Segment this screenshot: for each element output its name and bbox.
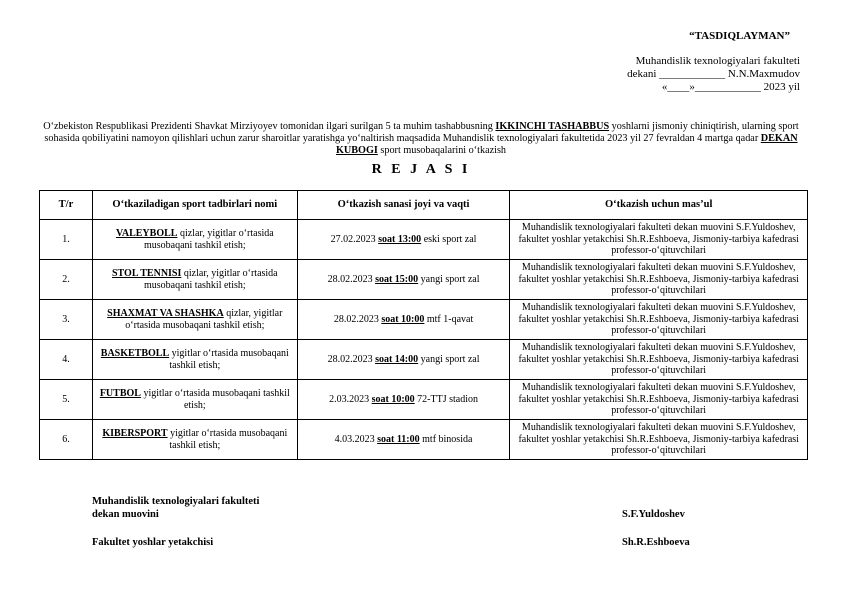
sport-name: STOL TENNISI [111, 267, 182, 279]
deputy-role-line2: dekan muovini [92, 509, 159, 520]
approval-faculty: Muhandislik texnologiyalari fakulteti [635, 55, 800, 67]
sport-name: VALEYBOLL [115, 227, 178, 239]
event-place: mtf 1-qavat [424, 313, 474, 325]
event-time: soat 10:00 [371, 393, 415, 405]
event-date: 28.02.2023 [327, 353, 376, 365]
row-date-place [297, 300, 510, 340]
event-place: 72-TTJ stadion [414, 393, 478, 405]
deputy-role [92, 495, 259, 521]
event-date: 28.02.2023 [327, 273, 376, 285]
header-number: T/r [40, 191, 93, 220]
intro-part2: yoshlarni jismoniy chiniqtirish, ularning sport sohasida qobiliyatini namoyon qilishlari uchun zarur sharoitlar yaratishga yo‘naltirish maqsadida Muhandislik texnologiyalari fakultetida 2023 yil 27 fevraldan 4 martga qadar [44, 121, 799, 144]
intro-highlight-cup: DEKAN KUBOGI [335, 133, 798, 156]
row-date-place [297, 420, 510, 460]
event-desc: yigitlar o‘rtasida musobaqani tashkil etish; [167, 427, 288, 451]
document-heading: R E J A S I [371, 162, 471, 177]
events-table [39, 190, 808, 460]
row-responsible: Muhandislik texnologiyalari fakulteti dekan muovini S.F.Yuldoshev, fakultet yoshlar yetakchisi Sh.R.Eshboeva, Jismoniy-tarbiya kafedrasi professor-o‘qituvchilari [510, 340, 808, 380]
row-number: 5. [40, 380, 93, 420]
event-desc: qizlar, yigitlar o‘rtasida musobaqani tashkil etish; [143, 267, 278, 291]
header-responsible: O‘tkazish uchun mas’ul [510, 191, 808, 220]
row-event [92, 340, 297, 380]
approval-title: “TASDIQLAYMAN” [689, 30, 790, 42]
table-row [40, 300, 808, 340]
row-event [92, 260, 297, 300]
table-header-row [40, 191, 808, 220]
row-date-place [297, 340, 510, 380]
intro-highlight-initiative: IKKINCHI TASHABBUS [495, 121, 610, 132]
intro-part3: sport musobaqalarini o‘tkazish [377, 145, 507, 156]
row-event [92, 300, 297, 340]
event-time: soat 14:00 [375, 353, 419, 365]
approval-date: «____»____________ 2023 yil [661, 81, 800, 93]
row-number: 6. [40, 420, 93, 460]
event-time: soat 11:00 [377, 433, 420, 445]
row-number: 2. [40, 260, 93, 300]
youth-leader-name: Sh.R.Eshboeva [622, 537, 690, 548]
row-event [92, 380, 297, 420]
intro-paragraph [40, 121, 802, 157]
table-row [40, 380, 808, 420]
row-responsible: Muhandislik texnologiyalari fakulteti dekan muovini S.F.Yuldoshev, fakultet yoshlar yetakchisi Sh.R.Eshboeva, Jismoniy-tarbiya kafedrasi professor-o‘qituvchilari [510, 380, 808, 420]
row-number: 3. [40, 300, 93, 340]
event-date: 4.03.2023 [334, 433, 378, 445]
row-responsible: Muhandislik texnologiyalari fakulteti dekan muovini S.F.Yuldoshev, fakultet yoshlar yetakchisi Sh.R.Eshboeva, Jismoniy-tarbiya kafedrasi professor-o‘qituvchilari [510, 300, 808, 340]
event-time: soat 13:00 [378, 233, 422, 245]
approval-dean: dekani ____________ N.N.Maxmudov [627, 68, 800, 80]
row-event [92, 420, 297, 460]
header-event-name: O‘tkaziladigan sport tadbirlari nomi [92, 191, 297, 220]
sport-name: BASKETBOLL [100, 347, 170, 359]
row-number: 4. [40, 340, 93, 380]
row-responsible: Muhandislik texnologiyalari fakulteti dekan muovini S.F.Yuldoshev, fakultet yoshlar yetakchisi Sh.R.Eshboeva, Jismoniy-tarbiya kafedrasi professor-o‘qituvchilari [510, 260, 808, 300]
intro-part1: O‘zbekiston Respublikasi Prezidenti Shavkat Mirziyoyev tomonidan ilgari surilgan 5 ta muhim tashabbusning [43, 121, 496, 132]
event-desc: yigitlar o‘rtasida musobaqani tashkil etish; [140, 387, 290, 411]
row-responsible: Muhandislik texnologiyalari fakulteti dekan muovini S.F.Yuldoshev, fakultet yoshlar yetakchisi Sh.R.Eshboeva, Jismoniy-tarbiya kafedrasi professor-o‘qituvchilari [510, 420, 808, 460]
event-place: yangi sport zal [418, 353, 480, 365]
sport-name: SHAXMAT VA SHASHKA [107, 307, 224, 319]
table-row [40, 220, 808, 260]
table-row [40, 260, 808, 300]
deputy-role-line1: Muhandislik texnologiyalari fakulteti [92, 496, 260, 507]
header-date-place: O‘tkazish sanasi joyi va vaqti [297, 191, 510, 220]
sport-name: FUTBOL [99, 387, 141, 399]
event-place: yangi sport zal [418, 273, 480, 285]
table-row [40, 340, 808, 380]
event-time: soat 15:00 [375, 273, 419, 285]
event-date: 28.02.2023 [333, 313, 382, 325]
event-desc: qizlar, yigitlar o‘rtasida musobaqani tashkil etish; [125, 307, 283, 331]
row-date-place [297, 380, 510, 420]
event-date: 2.03.2023 [329, 393, 372, 405]
event-place: mtf binosida [419, 433, 473, 445]
row-number: 1. [40, 220, 93, 260]
youth-leader-role: Fakultet yoshlar yetakchisi [92, 537, 214, 548]
event-date: 27.02.2023 [330, 233, 379, 245]
table-row [40, 420, 808, 460]
row-date-place [297, 260, 510, 300]
event-time: soat 10:00 [381, 313, 425, 325]
deputy-name: S.F.Yuldoshev [622, 509, 685, 520]
row-responsible: Muhandislik texnologiyalari fakulteti dekan muovini S.F.Yuldoshev, fakultet yoshlar yetakchisi Sh.R.Eshboeva, Jismoniy-tarbiya kafedrasi professor-o‘qituvchilari [510, 220, 808, 260]
row-event [92, 220, 297, 260]
event-desc: yigitlar o‘rtasida musobaqani tashkil etish; [169, 347, 289, 371]
event-place: eski sport zal [421, 233, 477, 245]
event-desc: qizlar, yigitlar o‘rtasida musobaqani tashkil etish; [143, 227, 274, 251]
approval-block [600, 30, 800, 94]
row-date-place [297, 220, 510, 260]
sport-name: KIBERSPORT [102, 427, 168, 439]
